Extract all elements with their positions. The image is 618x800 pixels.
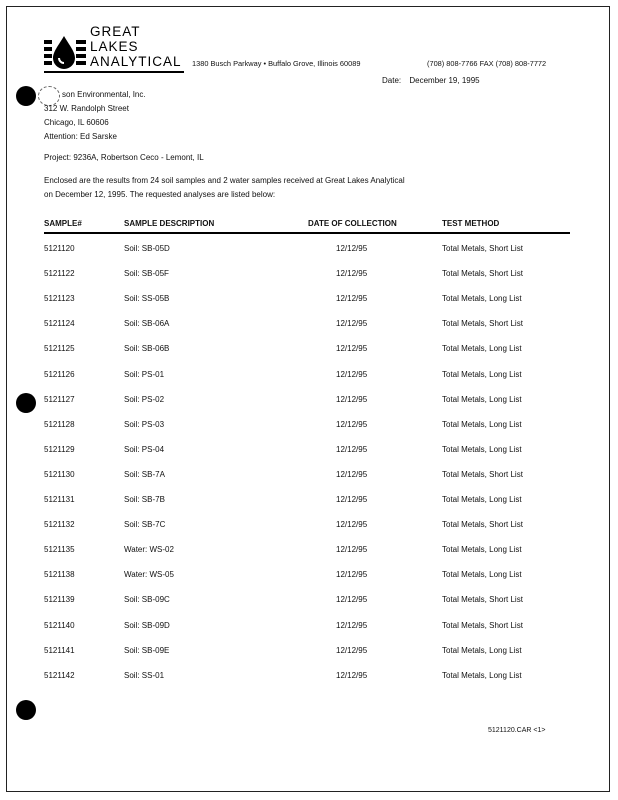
binder-hole-bottom xyxy=(16,700,36,720)
cell-sample-number: 5121140 xyxy=(44,620,75,630)
table-row xyxy=(44,344,570,358)
cell-test-method: Total Metals, Long List xyxy=(442,645,522,655)
table-row xyxy=(44,520,570,534)
cell-collection-date: 12/12/95 xyxy=(336,394,368,404)
water-drop-logo-icon xyxy=(44,36,88,70)
cell-sample-number: 5121139 xyxy=(44,595,75,605)
cell-test-method: Total Metals, Long List xyxy=(442,294,522,304)
cell-test-method: Total Metals, Long List xyxy=(442,369,522,379)
table-row xyxy=(44,595,570,609)
binder-hole-middle xyxy=(16,393,36,413)
company-address: 1380 Busch Parkway • Buffalo Grove, Illinois 60089 xyxy=(192,59,361,68)
cell-collection-date: 12/12/95 xyxy=(336,595,368,605)
logo-text xyxy=(90,24,182,69)
cell-collection-date: 12/12/95 xyxy=(336,520,368,530)
cell-test-method: Total Metals, Long List xyxy=(442,344,522,354)
logo-line-analytical: ANALYTICAL xyxy=(90,54,182,69)
cell-collection-date: 12/12/95 xyxy=(336,344,368,354)
cell-sample-description: Soil: SB-05D xyxy=(124,244,170,253)
header-test-method: TEST METHOD xyxy=(442,219,500,228)
cell-sample-description: Soil: SB-7B xyxy=(124,495,165,504)
table-row xyxy=(44,244,570,258)
cell-test-method: Total Metals, Long List xyxy=(442,545,522,555)
cell-test-method: Total Metals, Long List xyxy=(442,444,522,454)
cell-sample-number: 5121132 xyxy=(44,520,75,530)
intro-line-2: on December 12, 1995. The requested analyses are listed below: xyxy=(44,190,276,199)
cell-sample-number: 5121141 xyxy=(44,645,75,655)
cell-collection-date: 12/12/95 xyxy=(336,670,368,680)
table-row xyxy=(44,319,570,333)
table-row xyxy=(44,370,570,384)
intro-paragraph xyxy=(44,174,484,202)
cell-collection-date: 12/12/95 xyxy=(336,570,368,580)
recipient-city: Chicago, IL 60606 xyxy=(44,118,109,127)
cell-sample-number: 5121138 xyxy=(44,570,75,580)
cell-sample-number: 5121129 xyxy=(44,444,75,454)
report-date xyxy=(382,76,480,85)
cell-sample-number: 5121125 xyxy=(44,344,75,354)
cell-sample-description: Soil: SB-05F xyxy=(124,269,169,279)
cell-sample-number: 5121122 xyxy=(44,269,75,279)
cell-test-method: Total Metals, Long List xyxy=(442,570,522,580)
cell-collection-date: 12/12/95 xyxy=(336,645,368,655)
table-row xyxy=(44,294,570,308)
table-row xyxy=(44,671,570,685)
cell-sample-description: Soil: SB-09D xyxy=(124,620,170,630)
recipient-block xyxy=(44,88,146,144)
cell-sample-description: Soil: SB-06A xyxy=(124,319,170,329)
cell-sample-number: 5121131 xyxy=(44,495,75,504)
cell-sample-number: 5121142 xyxy=(44,670,75,680)
cell-test-method: Total Metals, Long List xyxy=(442,495,522,504)
cell-test-method: Total Metals, Long List xyxy=(442,394,522,404)
cell-sample-description: Soil: PS-02 xyxy=(124,394,165,404)
recipient-company: son Environmental, Inc. xyxy=(62,90,146,99)
cell-test-method: Total Metals, Short List xyxy=(442,620,523,630)
recipient-street: 312 W. Randolph Street xyxy=(44,104,129,113)
cell-sample-description: Soil: SS-01 xyxy=(124,670,165,680)
cell-collection-date: 12/12/95 xyxy=(336,620,368,630)
date-label: Date: xyxy=(382,76,402,85)
cell-collection-date: 12/12/95 xyxy=(336,495,368,504)
logo-line-great: GREAT xyxy=(90,24,141,39)
cell-collection-date: 12/12/95 xyxy=(336,469,368,479)
cell-test-method: Total Metals, Short List xyxy=(442,269,523,279)
cell-sample-description: Soil: SB-09E xyxy=(124,645,170,655)
cell-sample-description: Soil: SB-7A xyxy=(124,469,165,479)
table-row xyxy=(44,570,570,584)
cell-test-method: Total Metals, Short List xyxy=(442,319,523,329)
table-row xyxy=(44,545,570,559)
cell-test-method: Total Metals, Short List xyxy=(442,520,523,530)
cell-collection-date: 12/12/95 xyxy=(336,369,368,379)
cell-sample-description: Soil: SB-7C xyxy=(124,520,166,530)
table-row xyxy=(44,470,570,484)
cell-sample-description: Soil: PS-01 xyxy=(124,369,165,379)
logo-line-lakes: LAKES xyxy=(90,39,139,54)
header-sample-description: SAMPLE DESCRIPTION xyxy=(124,219,215,228)
cell-sample-number: 5121126 xyxy=(44,369,75,379)
cell-test-method: Total Metals, Long List xyxy=(442,670,522,680)
cell-sample-description: Soil: SB-06B xyxy=(124,344,170,354)
company-phone-fax: (708) 808-7766 FAX (708) 808-7772 xyxy=(427,59,547,68)
footer-page-code: 5121120.CAR <1> xyxy=(488,727,546,734)
table-header-rule xyxy=(44,232,570,234)
date-value: December 19, 1995 xyxy=(409,76,480,85)
cell-sample-number: 5121124 xyxy=(44,319,75,329)
table-row xyxy=(44,269,570,283)
table-row xyxy=(44,420,570,434)
cell-test-method: Total Metals, Short List xyxy=(442,469,523,479)
cell-sample-description: Soil: SB-09C xyxy=(124,595,170,605)
cell-sample-number: 5121135 xyxy=(44,545,75,555)
logo-underline xyxy=(44,71,184,73)
cell-sample-description: Soil: SS-05B xyxy=(124,294,170,304)
cell-sample-number: 5121120 xyxy=(44,244,75,253)
table-header xyxy=(44,219,570,233)
cell-sample-description: Water: WS-05 xyxy=(124,570,174,580)
table-row xyxy=(44,621,570,635)
cell-collection-date: 12/12/95 xyxy=(336,545,368,555)
table-row xyxy=(44,395,570,409)
table-row xyxy=(44,646,570,660)
recipient-attention: Attention: Ed Sarske xyxy=(44,132,117,141)
cell-sample-description: Soil: PS-03 xyxy=(124,419,165,429)
cell-collection-date: 12/12/95 xyxy=(336,444,368,454)
cell-sample-number: 5121128 xyxy=(44,419,75,429)
cell-collection-date: 12/12/95 xyxy=(336,319,368,329)
project-line: Project: 9236A, Robertson Ceco - Lemont, IL xyxy=(44,153,204,162)
table-row xyxy=(44,445,570,459)
intro-line-1: Enclosed are the results from 24 soil samples and 2 water samples received at Great Lakes Analytical xyxy=(44,176,405,185)
cell-sample-description: Water: WS-02 xyxy=(124,545,174,555)
cell-collection-date: 12/12/95 xyxy=(336,244,368,253)
cell-test-method: Total Metals, Short List xyxy=(442,244,523,253)
header-date-of-collection: DATE OF COLLECTION xyxy=(308,219,397,228)
cell-sample-description: Soil: PS-04 xyxy=(124,444,165,454)
cell-collection-date: 12/12/95 xyxy=(336,419,368,429)
cell-sample-number: 5121123 xyxy=(44,294,75,304)
cell-sample-number: 5121130 xyxy=(44,469,75,479)
company-logo xyxy=(44,24,184,74)
header-sample-number: SAMPLE# xyxy=(44,219,82,228)
binder-hole-top xyxy=(16,86,36,106)
cell-collection-date: 12/12/95 xyxy=(336,269,368,279)
cell-test-method: Total Metals, Long List xyxy=(442,419,522,429)
cell-sample-number: 5121127 xyxy=(44,394,75,404)
cell-test-method: Total Metals, Short List xyxy=(442,595,523,605)
cell-collection-date: 12/12/95 xyxy=(336,294,368,304)
table-row xyxy=(44,495,570,509)
